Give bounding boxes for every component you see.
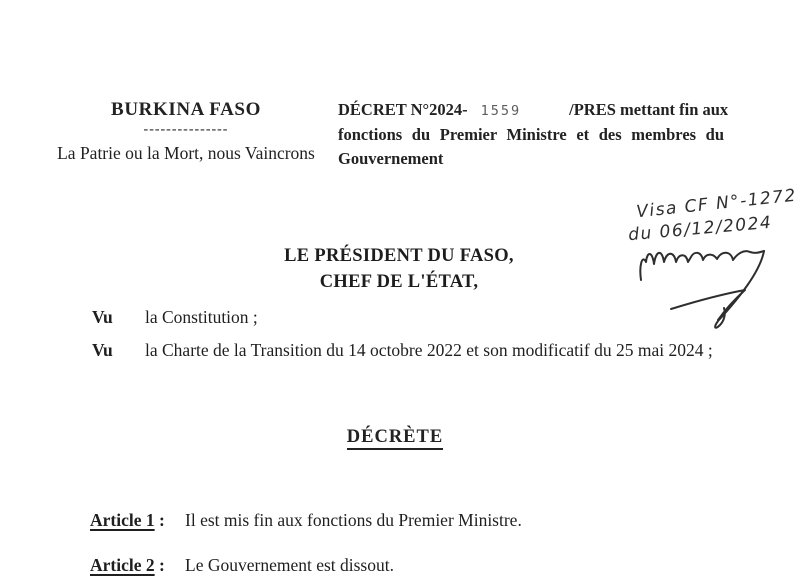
decree-title-suffix: /PRES mettant fin aux <box>569 100 729 119</box>
issuer-heading <box>0 243 798 295</box>
articles <box>90 509 522 580</box>
decree-stamped-number: 1559 <box>480 103 522 119</box>
letterhead-country: BURKINA FASO <box>111 99 261 120</box>
article-label-wrap <box>90 509 185 532</box>
letterhead-motto: La Patrie ou la Mort, nous Vaincrons <box>57 143 315 163</box>
vu-text: la Charte de la Transition du 14 octobre 2022 et son modificatif du 25 mai 2024 ; <box>145 340 713 360</box>
article-label: Article 1 <box>90 510 155 530</box>
visa-number-handwriting: Visa CF N°-1272 <box>635 185 798 223</box>
article-1 <box>90 509 522 532</box>
article-label: Article 2 <box>90 555 155 575</box>
article-colon: : <box>154 555 165 575</box>
vu-item <box>92 306 713 328</box>
decree-word-wrap <box>0 427 790 448</box>
article-label-wrap <box>90 554 185 577</box>
decree-title-line2: fonctions du Premier Ministre et des membres du <box>338 125 725 144</box>
letterhead-separator: --------------- <box>143 122 229 137</box>
decree-title-line1 <box>338 98 770 123</box>
letterhead <box>40 99 332 164</box>
visa-date-handwriting: du 06/12/2024 <box>627 212 774 246</box>
decree-title <box>338 98 770 171</box>
issuer-heading-line1: LE PRÉSIDENT DU FASO, <box>284 246 514 266</box>
vu-item <box>92 339 713 361</box>
article-colon: : <box>154 510 165 530</box>
vu-label: Vu <box>92 340 113 360</box>
vu-list <box>92 306 713 372</box>
decree-word: DÉCRÈTE <box>347 427 443 450</box>
article-text: Il est mis fin aux fonctions du Premier Ministre. <box>185 510 522 530</box>
decree-title-line3: Gouvernement <box>338 149 444 168</box>
vu-label: Vu <box>92 307 113 327</box>
vu-text: la Constitution ; <box>145 307 258 327</box>
article-text: Le Gouvernement est dissout. <box>185 555 394 575</box>
article-2 <box>90 554 522 577</box>
decree-number-prefix: DÉCRET N°2024- <box>338 100 468 119</box>
issuer-heading-line2: CHEF DE L'ÉTAT, <box>319 272 479 292</box>
